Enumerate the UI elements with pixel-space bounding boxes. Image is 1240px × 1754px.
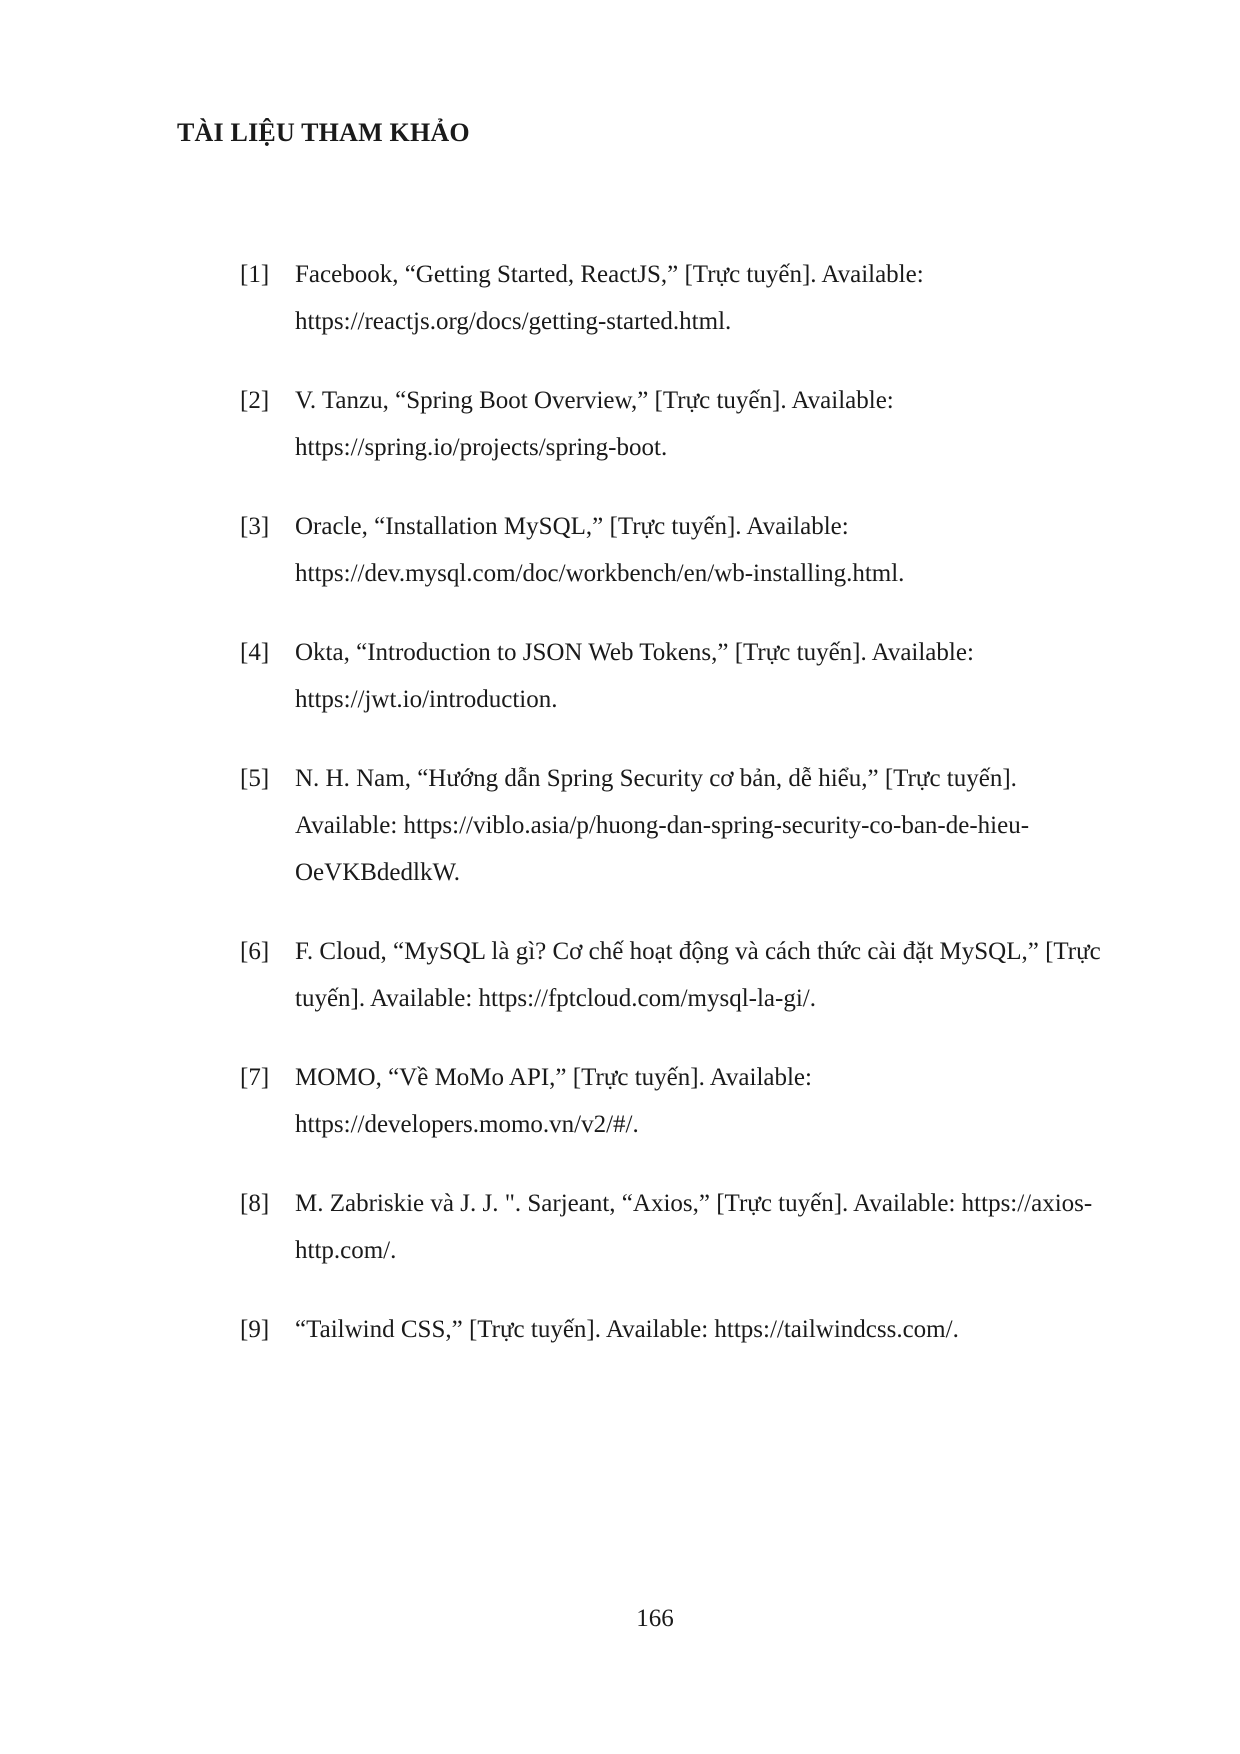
- reference-item: [240, 377, 1120, 471]
- reference-text: M. Zabriskie và J. J. ". Sarjeant, “Axios,” [Trực tuyến]. Available: https://axios-http.com/.: [295, 1190, 1093, 1264]
- reference-item: [240, 1306, 1120, 1353]
- reference-item: [240, 251, 1120, 345]
- reference-text: F. Cloud, “MySQL là gì? Cơ chế hoạt động và cách thức cài đặt MySQL,” [Trực tuyến]. Available: https://fptcloud.com/mysql-la-gi/.: [295, 938, 1101, 1012]
- reference-text: Oracle, “Installation MySQL,” [Trực tuyến]. Available: https://dev.mysql.com/doc/workbench/en/wb-installing.html.: [295, 513, 905, 587]
- reference-text: N. H. Nam, “Hướng dẫn Spring Security cơ bản, dễ hiểu,” [Trực tuyến]. Available: https://viblo.asia/p/huong-dan-spring-security-co-ban-de-hieu-OeVKBdedlkW.: [295, 765, 1030, 886]
- reference-number: [5]: [240, 765, 270, 792]
- reference-number: [2]: [240, 387, 270, 414]
- reference-number: [8]: [240, 1190, 270, 1217]
- reference-item: [240, 928, 1120, 1022]
- reference-number: [4]: [240, 639, 270, 666]
- reference-text: Okta, “Introduction to JSON Web Tokens,” [Trực tuyến]. Available: https://jwt.io/introduction.: [295, 639, 974, 713]
- reference-item: [240, 629, 1120, 723]
- reference-number: [3]: [240, 513, 270, 540]
- reference-item: [240, 755, 1120, 896]
- reference-text: V. Tanzu, “Spring Boot Overview,” [Trực tuyến]. Available: https://spring.io/projects/spring-boot.: [295, 387, 894, 461]
- reference-item: [240, 503, 1120, 597]
- page-title: TÀI LIỆU THAM KHẢO: [177, 118, 470, 147]
- reference-text: Facebook, “Getting Started, ReactJS,” [Trực tuyến]. Available: https://reactjs.org/docs/getting-started.html.: [295, 261, 924, 335]
- reference-number: [1]: [240, 261, 270, 288]
- reference-list: [240, 251, 1120, 1385]
- reference-number: [6]: [240, 938, 270, 965]
- reference-number: [7]: [240, 1064, 270, 1091]
- reference-item: [240, 1180, 1120, 1274]
- page-number: 166: [636, 1605, 674, 1632]
- reference-item: [240, 1054, 1120, 1148]
- reference-text: “Tailwind CSS,” [Trực tuyến]. Available: https://tailwindcss.com/.: [295, 1316, 959, 1343]
- reference-number: [9]: [240, 1316, 270, 1343]
- reference-text: MOMO, “Về MoMo API,” [Trực tuyến]. Available: https://developers.momo.vn/v2/#/.: [295, 1064, 812, 1138]
